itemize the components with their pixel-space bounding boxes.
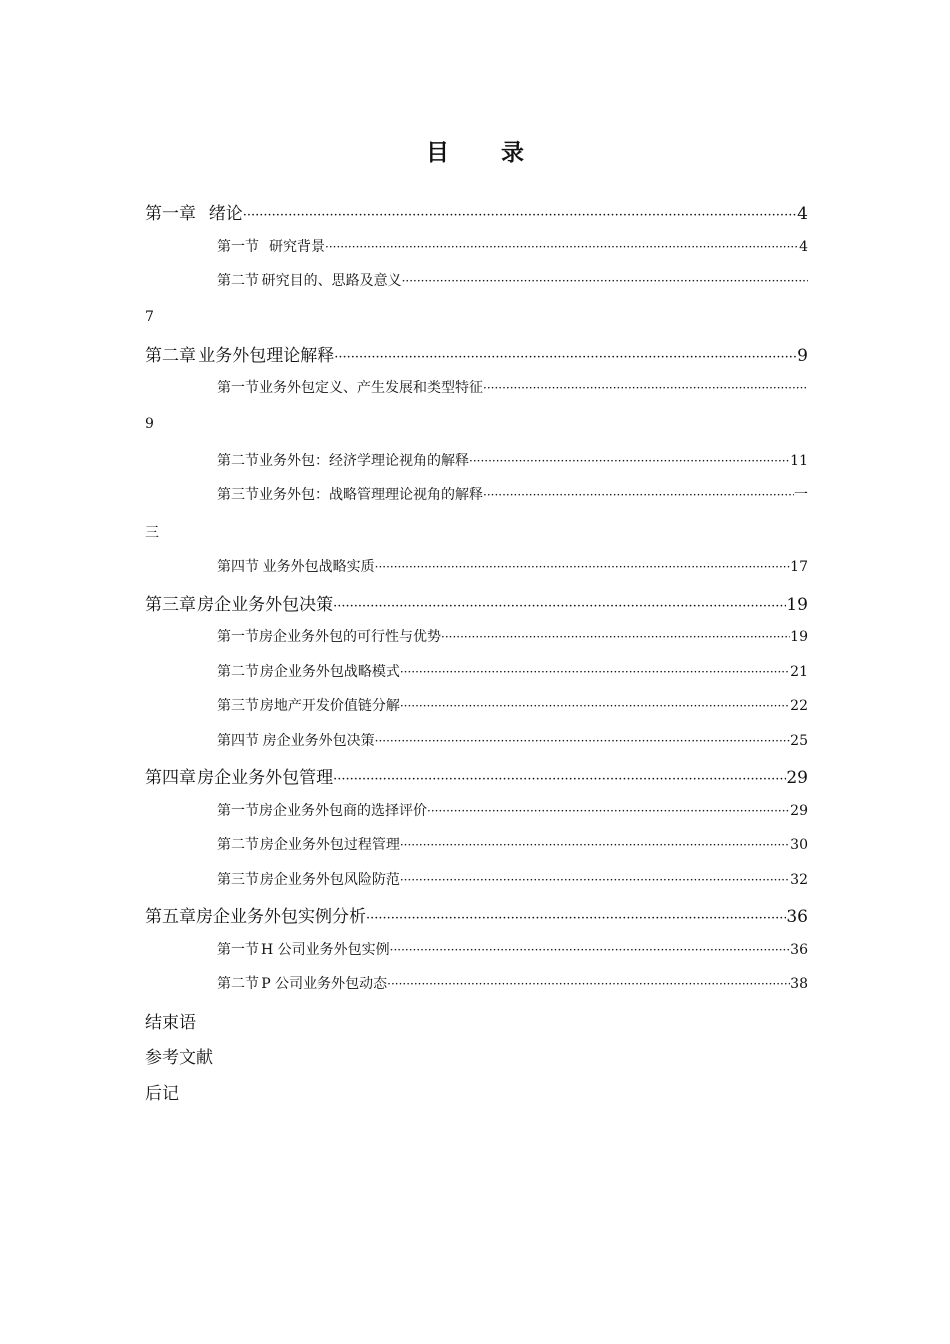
toc-section[interactable] — [217, 695, 808, 715]
dot-leader — [427, 803, 790, 819]
toc-section[interactable] — [217, 730, 808, 750]
page-number: 32 — [790, 872, 808, 888]
section-title: 研究背景 — [269, 239, 326, 255]
section-number: 第二节 — [217, 664, 259, 680]
page-number: 25 — [790, 733, 808, 749]
dot-leader — [375, 559, 791, 575]
toc-conclusion[interactable]: 结束语 — [145, 1013, 196, 1033]
chapter-title: 业务外包理论解释 — [198, 346, 335, 366]
dot-leader — [333, 595, 786, 615]
toc-section[interactable] — [217, 626, 808, 646]
toc-postscript[interactable]: 后记 — [145, 1084, 179, 1104]
toc-references[interactable]: 参考文献 — [145, 1048, 213, 1068]
section-title: 业务外包：经济学理论视角的解释 — [259, 453, 469, 469]
toc-section[interactable] — [217, 973, 808, 993]
chapter-title: 绪论 — [208, 204, 243, 224]
toc-section[interactable] — [217, 834, 808, 854]
chapter-title: 房企业务外包实例分析 — [196, 907, 366, 927]
dot-leader — [400, 698, 790, 714]
page-number: 一 — [794, 487, 808, 503]
page-number: 29 — [786, 768, 808, 788]
section-title: 房地产开发价值链分解 — [259, 698, 400, 714]
chapter-number: 第三章 — [145, 595, 196, 615]
toc-chapter-5[interactable] — [145, 902, 808, 927]
section-number: 第一节 — [217, 380, 259, 396]
chapter-number: 第一章 — [145, 204, 196, 224]
section-title: 房企业务外包的可行性与优势 — [259, 629, 441, 645]
dot-leader — [366, 907, 786, 927]
chapter-title: 房企业务外包决策 — [197, 595, 334, 615]
toc-chapter-1[interactable] — [145, 199, 808, 224]
toc-section[interactable] — [217, 484, 808, 504]
section-number: 第二节 — [217, 273, 259, 289]
toc-section[interactable] — [217, 236, 808, 256]
chapter-title: 房企业务外包管理 — [197, 768, 334, 788]
section-number: 第二节 — [217, 453, 259, 469]
section-number: 第三节 — [217, 487, 259, 503]
section-number: 第一节 — [217, 239, 259, 255]
toc-section[interactable] — [217, 800, 808, 820]
dot-leader — [483, 487, 794, 503]
page-number: 17 — [790, 559, 808, 575]
dot-leader — [387, 976, 790, 992]
dot-leader — [325, 239, 799, 255]
section-number: 第三节 — [217, 698, 259, 714]
toc-chapter-4[interactable] — [145, 763, 808, 788]
page-number-continued: 三 — [145, 525, 159, 541]
section-number: 第二节 — [217, 837, 259, 853]
section-number: 第一节 — [217, 942, 259, 958]
dot-leader — [375, 733, 791, 749]
section-title: 房企业务外包过程管理 — [259, 837, 400, 853]
page-number: 38 — [790, 976, 808, 992]
chapter-number: 第二章 — [145, 346, 196, 366]
toc-section[interactable] — [217, 377, 808, 397]
page-number: 36 — [786, 907, 808, 927]
page-number: 21 — [790, 664, 808, 680]
dot-leader — [469, 453, 790, 469]
section-number: 第三节 — [217, 872, 259, 888]
page-number: 22 — [790, 698, 808, 714]
section-number: 第四节 — [217, 733, 259, 749]
toc-section[interactable] — [217, 270, 808, 290]
toc-section[interactable] — [217, 556, 808, 576]
section-title: 业务外包定义、产生发展和类型特征 — [259, 380, 483, 396]
dot-leader — [483, 380, 808, 396]
toc-chapter-3[interactable] — [145, 590, 808, 615]
chapter-number: 第五章 — [145, 907, 196, 927]
section-title: 房企业务外包战略模式 — [259, 664, 400, 680]
dot-leader — [400, 872, 790, 888]
toc-section[interactable] — [217, 450, 808, 470]
toc-section[interactable] — [217, 869, 808, 889]
page-number: 29 — [790, 803, 808, 819]
section-title: 房企业务外包商的选择评价 — [259, 803, 427, 819]
page-title: 目 录 — [425, 139, 546, 166]
page-number: 7 — [145, 309, 154, 325]
page-number: 36 — [790, 942, 808, 958]
page-number: 30 — [790, 837, 808, 853]
section-title: 业务外包：战略管理理论视角的解释 — [259, 487, 483, 503]
section-number: 第二节 — [217, 976, 259, 992]
page-number: 19 — [786, 595, 808, 615]
section-title: 研究目的、思路及意义 — [261, 273, 402, 289]
dot-leader — [441, 629, 790, 645]
page-number: 4 — [799, 239, 808, 255]
page-number: 11 — [790, 453, 808, 469]
dot-leader — [333, 768, 786, 788]
toc-section[interactable] — [217, 661, 808, 681]
section-title: H 公司业务外包实例 — [260, 942, 390, 958]
section-title: 房企业务外包决策 — [262, 733, 375, 749]
dot-leader — [400, 664, 790, 680]
page-number: 19 — [790, 629, 808, 645]
section-title: 业务外包战略实质 — [262, 559, 375, 575]
section-number: 第四节 — [217, 559, 259, 575]
dot-leader — [390, 942, 791, 958]
toc-section[interactable] — [217, 939, 808, 959]
toc-chapter-2[interactable] — [145, 341, 808, 366]
section-number: 第一节 — [217, 629, 259, 645]
section-number: 第一节 — [217, 803, 259, 819]
dot-leader — [243, 204, 797, 224]
page-number: 9 — [797, 346, 808, 366]
section-title: P 公司业务外包动态 — [261, 976, 388, 992]
dot-leader — [400, 837, 790, 853]
chapter-number: 第四章 — [145, 768, 196, 788]
page-number: 9 — [145, 416, 154, 432]
page-number: 4 — [797, 204, 808, 224]
dot-leader — [402, 273, 808, 289]
section-title: 房企业务外包风险防范 — [259, 872, 400, 888]
dot-leader — [334, 346, 797, 366]
